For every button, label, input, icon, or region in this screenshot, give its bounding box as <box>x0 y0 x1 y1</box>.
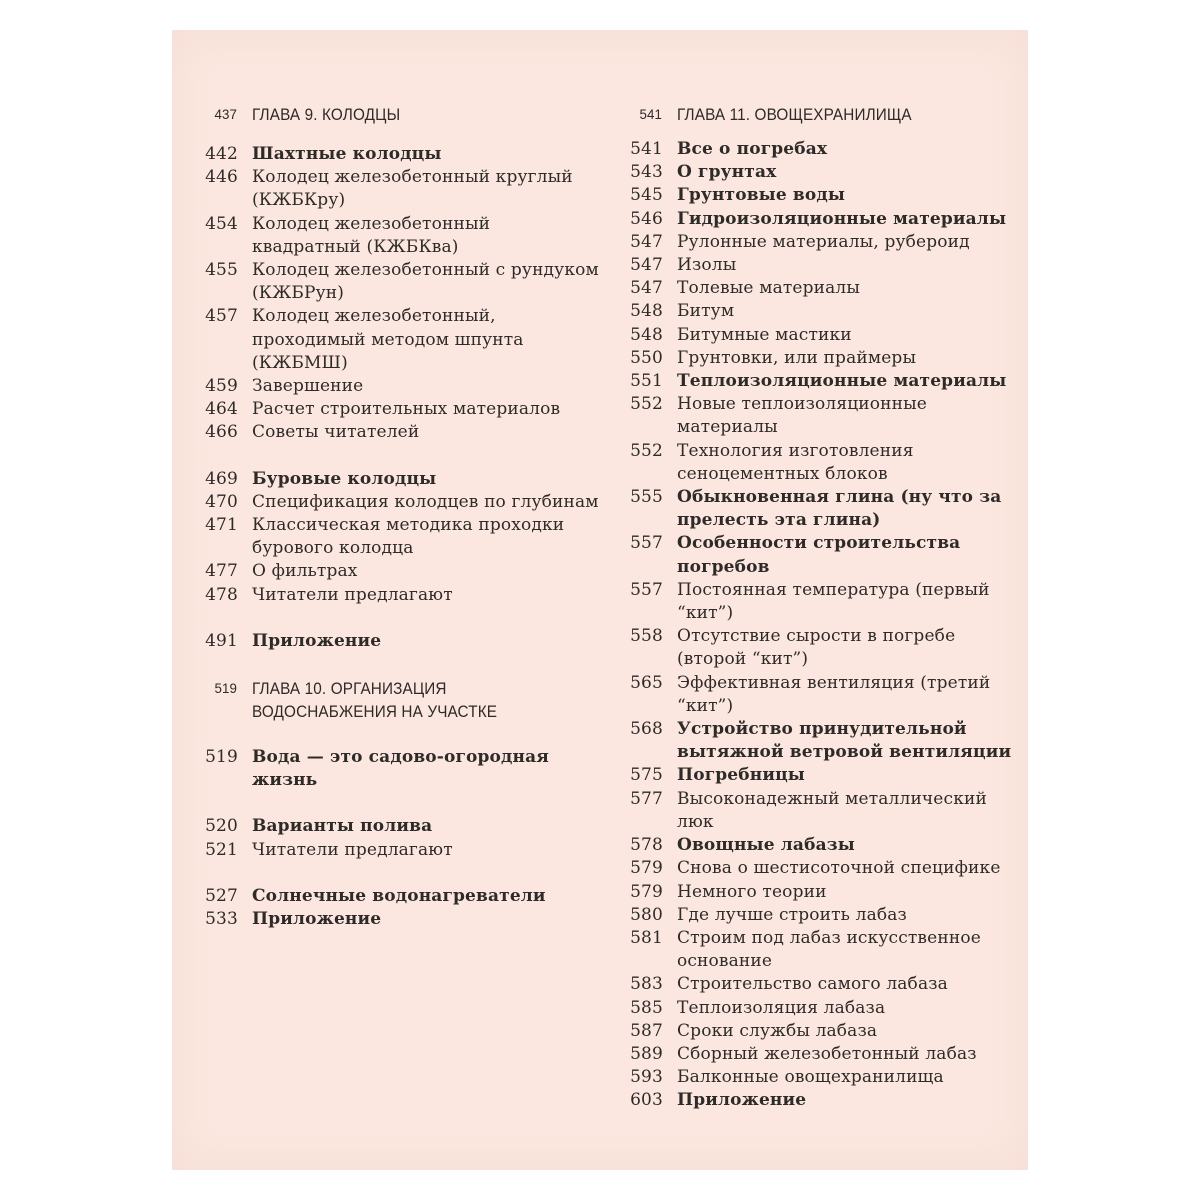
toc-entry <box>627 788 1017 834</box>
toc-page-number: 457 <box>205 306 238 327</box>
toc-entry <box>202 143 602 166</box>
toc-entry-title: Колодец железобетонный квадратный (КЖБКва) <box>252 213 491 257</box>
toc-chapter-title: ГЛАВА 10. ОРГАНИЗАЦИЯ ВОДОСНАБЖЕНИЯ НА УЧАСТКЕ <box>252 679 498 722</box>
toc-entry-title: Буровые колодцы <box>252 468 437 489</box>
toc-entry <box>627 718 1017 764</box>
toc-entry <box>627 277 1017 300</box>
toc-entry <box>627 1089 1017 1112</box>
toc-entry-title: Высоконадежный металлический люк <box>677 788 987 832</box>
toc-entry <box>627 347 1017 370</box>
toc-page-number: 552 <box>630 394 663 415</box>
toc-entry-title: Приложение <box>677 1090 807 1111</box>
toc-entry <box>627 324 1017 347</box>
toc-entry-title: Гидроизоляционные материалы <box>677 208 1007 229</box>
toc-entry <box>627 927 1017 973</box>
toc-page-number: 565 <box>630 672 663 693</box>
toc-entry-title: Эффективная вентиляция (третий “кит”) <box>677 672 991 716</box>
toc-entry-title: Читатели предлагают <box>252 584 453 605</box>
toc-entry <box>627 881 1017 904</box>
toc-chapter-title: ГЛАВА 9. КОЛОДЦЫ <box>252 105 401 124</box>
toc-page-number: 548 <box>630 324 663 345</box>
toc-page-number: 545 <box>630 185 663 206</box>
toc-page-number: 521 <box>205 839 238 860</box>
toc-entry <box>202 839 602 862</box>
toc-entry-title: Немного теории <box>677 881 827 902</box>
toc-page-number: 541 <box>630 139 663 159</box>
toc-entry-title: О грунтах <box>677 162 777 183</box>
toc-page-number: 455 <box>205 260 238 281</box>
toc-entry <box>627 486 1017 532</box>
toc-entry <box>627 672 1017 718</box>
toc-entry <box>202 375 602 398</box>
toc-page-number: 533 <box>205 909 238 930</box>
toc-entry <box>627 532 1017 578</box>
toc-entry-title: Строим под лабаз искусственное основание <box>677 927 981 972</box>
toc-entry-title: Приложение <box>252 630 382 651</box>
toc-page-number: 446 <box>205 167 238 188</box>
toc-page-number: 477 <box>205 561 238 582</box>
toc-page-number: 466 <box>205 422 238 443</box>
toc-page-number: 603 <box>630 1090 663 1111</box>
toc-entry-title: Теплоизоляция лабаза <box>677 997 886 1018</box>
toc-entry-title: Погребницы <box>677 765 806 786</box>
toc-entry-title: Все о погребах <box>677 139 828 159</box>
toc-page-number: 547 <box>630 255 663 276</box>
toc-entry-title: Солнечные водонагреватели <box>252 885 546 906</box>
toc-page-number: 575 <box>630 765 663 786</box>
toc-entry <box>627 973 1017 996</box>
toc-entry-title: Отсутствие сырости в погребе (второй “кит”) <box>677 626 956 670</box>
toc-page-number: 552 <box>630 440 663 461</box>
toc-entry-title: Завершение <box>252 376 364 397</box>
toc-entry <box>627 857 1017 880</box>
toc-entry-title: Снова о шестисоточной специфике <box>677 858 1001 879</box>
toc-entry-title: Приложение <box>252 909 382 930</box>
toc-entry <box>627 997 1017 1020</box>
toc-entry-title: Устройство принудительной вытяжной ветровой вентиляции <box>677 719 1012 763</box>
toc-entry <box>202 584 602 607</box>
toc-entry-title: Балконные овощехранилища <box>677 1067 944 1088</box>
toc-entry <box>627 834 1017 857</box>
toc-entry-title: Сроки службы лабаза <box>677 1020 878 1041</box>
toc-entry-title: Битум <box>677 301 735 322</box>
toc-entry <box>202 421 602 444</box>
toc-entry-title: Расчет строительных материалов <box>252 399 561 420</box>
toc-entry <box>627 370 1017 393</box>
toc-entry-title: Битумные мастики <box>677 324 852 345</box>
toc-page-number: 471 <box>205 515 238 536</box>
toc-page-number: 587 <box>630 1020 663 1041</box>
toc-entry-title: Колодец железобетонный круглый (КЖБКру) <box>252 167 573 211</box>
toc-page-number: 589 <box>630 1043 663 1064</box>
toc-page-number: 557 <box>630 579 663 600</box>
toc-chapter-heading <box>202 676 602 723</box>
toc-page-number: 568 <box>630 719 663 740</box>
toc-page-number: 585 <box>630 997 663 1018</box>
toc-entry-title: Шахтные колодцы <box>252 144 442 164</box>
toc-entry <box>202 514 602 560</box>
toc-entry <box>627 1043 1017 1066</box>
toc-entry <box>627 904 1017 927</box>
toc-entry-title: Сборный железобетонный лабаз <box>677 1043 977 1064</box>
toc-page-number: 577 <box>630 788 663 809</box>
toc-entry <box>627 231 1017 254</box>
toc-entry <box>627 579 1017 625</box>
toc-page-number: 581 <box>630 927 663 948</box>
toc-entry-title: Вода — это садово-огородная жизнь <box>252 747 549 791</box>
toc-entry-title: Где лучше строить лабаз <box>677 904 907 925</box>
toc-page-number: 579 <box>630 881 663 902</box>
toc-page-number: 520 <box>205 816 238 837</box>
toc-entry-title: Классическая методика проходки бурового колодца <box>252 515 565 559</box>
toc-entry <box>627 300 1017 323</box>
toc-page-number: 543 <box>630 162 663 183</box>
toc-entry-title: Технология изготовления сеноцементных блоков <box>677 440 914 484</box>
toc-page-number: 527 <box>205 885 238 906</box>
toc-entry-title: Спецификация колодцев по глубинам <box>252 491 599 512</box>
toc-page-number: 558 <box>630 626 663 647</box>
toc-page-number: 454 <box>205 213 238 234</box>
toc-page-number: 579 <box>630 858 663 879</box>
toc-entry-title: Колодец железобетонный, проходимый методом шпунта (КЖБМШ) <box>252 306 524 373</box>
toc-page-number: 547 <box>630 231 663 252</box>
toc-page-number: 491 <box>205 630 238 651</box>
toc-entry-title: Овощные лабазы <box>677 835 855 856</box>
toc-entry <box>627 138 1017 161</box>
toc-page-number: 541 <box>639 106 663 122</box>
toc-entry <box>627 208 1017 231</box>
toc-page-number: 593 <box>630 1067 663 1088</box>
toc-entry <box>202 398 602 421</box>
toc-entry-title: Особенности строительства погребов <box>677 533 961 577</box>
toc-entry <box>202 908 602 931</box>
toc-entry <box>627 440 1017 486</box>
toc-entry <box>627 254 1017 277</box>
toc-entry-title: Обыкновенная глина (ну что за прелесть эта глина) <box>677 487 1002 531</box>
toc-entry <box>202 746 602 792</box>
toc-entry-title: Постоянная температура (первый “кит”) <box>677 579 990 624</box>
toc-entry-title: Новые теплоизоляционные материалы <box>677 394 928 438</box>
toc-chapter-heading <box>202 102 602 126</box>
toc-page-number: 469 <box>205 468 238 489</box>
toc-page-number: 519 <box>205 747 238 768</box>
toc-entry-title: Грунтовые воды <box>677 185 846 206</box>
toc-right-column <box>627 102 1017 1113</box>
toc-entry <box>627 625 1017 671</box>
toc-page-number: 550 <box>630 347 663 368</box>
toc-page-number: 555 <box>630 487 663 508</box>
toc-entry <box>627 1066 1017 1089</box>
toc-entry <box>202 259 602 305</box>
toc-chapter-title: ГЛАВА 11. ОВОЩЕХРАНИЛИЩА <box>677 105 912 124</box>
toc-entry-title: Колодец железобетонный с рундуком (КЖБРун) <box>252 260 599 304</box>
toc-entry <box>627 161 1017 184</box>
toc-entry <box>627 1020 1017 1043</box>
toc-entry <box>202 213 602 259</box>
toc-page-number: 580 <box>630 904 663 925</box>
toc-entry-title: Варианты полива <box>252 816 433 837</box>
toc-page-number: 578 <box>630 835 663 856</box>
toc-entry-title: Толевые материалы <box>677 278 861 299</box>
toc-page-number: 478 <box>205 584 238 605</box>
toc-left-column <box>202 102 602 931</box>
toc-entry-title: Строительство самого лабаза <box>677 974 948 995</box>
toc-page-number: 548 <box>630 301 663 322</box>
toc-entry-title: Грунтовки, или праймеры <box>677 347 917 368</box>
toc-entry-title: О фильтрах <box>252 561 358 582</box>
toc-page-number: 442 <box>205 144 238 164</box>
toc-page-number: 551 <box>630 371 663 392</box>
toc-page-number: 437 <box>214 106 238 122</box>
toc-page-number: 470 <box>205 491 238 512</box>
toc-entry <box>202 166 602 212</box>
toc-page-number: 547 <box>630 278 663 299</box>
toc-page-number: 546 <box>630 208 663 229</box>
toc-entry <box>202 491 602 514</box>
toc-page-number: 583 <box>630 974 663 995</box>
toc-chapter-heading <box>627 102 1017 126</box>
toc-entry-title: Теплоизоляционные материалы <box>677 371 1007 392</box>
toc-entry-title: Читатели предлагают <box>252 839 453 860</box>
toc-entry <box>202 468 602 491</box>
toc-entry-title: Изолы <box>677 255 737 276</box>
toc-entry <box>202 630 602 653</box>
toc-entry <box>202 885 602 908</box>
toc-entry-title: Рулонные материалы, рубероид <box>677 231 970 252</box>
toc-entry <box>202 815 602 838</box>
toc-entry <box>202 560 602 583</box>
toc-entry <box>202 305 602 375</box>
book-page <box>172 30 1028 1170</box>
toc-entry <box>627 764 1017 787</box>
toc-entry <box>627 393 1017 439</box>
toc-page-number: 459 <box>205 376 238 397</box>
toc-page-number: 519 <box>214 680 238 697</box>
toc-entry-title: Советы читателей <box>252 422 420 443</box>
toc-entry <box>627 184 1017 207</box>
toc-page-number: 464 <box>205 399 238 420</box>
toc-page-number: 557 <box>630 533 663 554</box>
